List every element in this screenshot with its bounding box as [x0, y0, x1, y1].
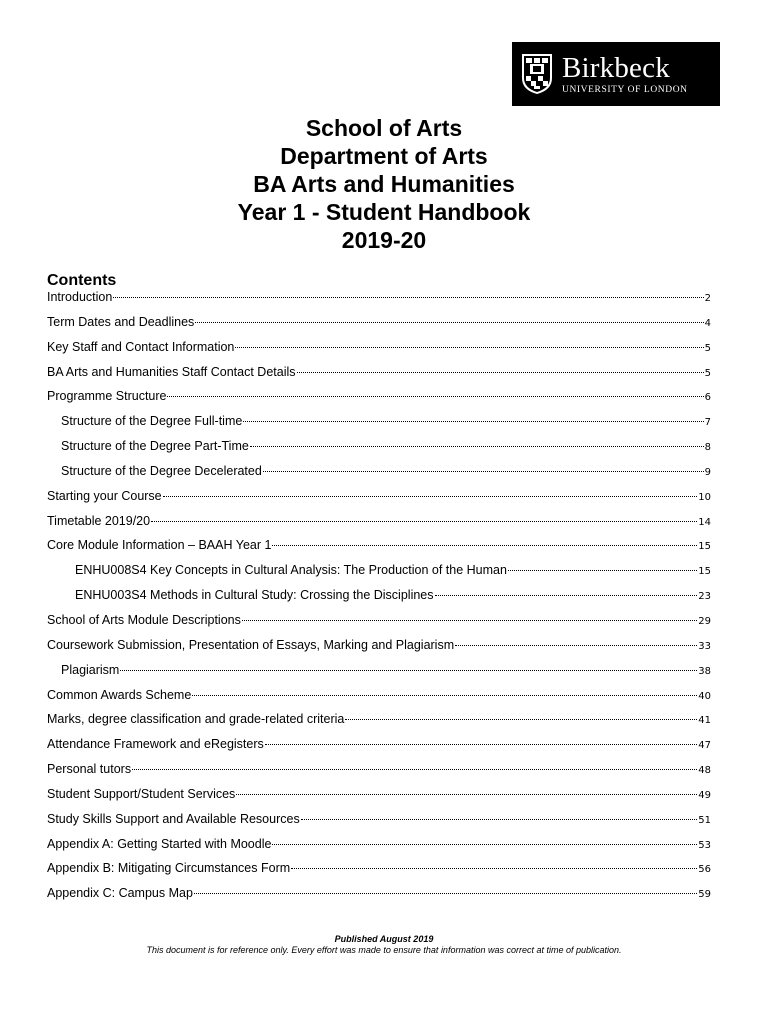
toc-page: 14 [698, 516, 711, 528]
toc-page: 56 [698, 864, 711, 876]
toc-page: 9 [704, 466, 711, 478]
toc-item-introduction[interactable] [47, 290, 711, 315]
toc-item-student-support[interactable] [47, 787, 711, 812]
toc-item-study-skills[interactable] [47, 812, 711, 837]
toc-leader [291, 867, 697, 869]
toc-item-common-awards[interactable] [47, 688, 711, 713]
title-school: School of Arts [305, 115, 463, 141]
toc-page: 33 [698, 640, 711, 652]
crest-icon [520, 52, 554, 96]
toc-page: 40 [698, 690, 711, 702]
toc-leader [250, 445, 704, 447]
toc-page: 49 [698, 789, 711, 801]
toc-leader [236, 793, 697, 795]
toc-item-module-descriptions[interactable] [47, 613, 711, 638]
toc-page: 10 [698, 491, 711, 503]
toc-leader [301, 818, 698, 820]
toc-label: Appendix C: Campus Map [47, 886, 193, 901]
toc-item-plagiarism[interactable] [47, 663, 711, 688]
toc-label: ENHU008S4 Key Concepts in Cultural Analysis: The Production of the Human [75, 563, 507, 578]
toc-leader [345, 718, 697, 720]
toc-page: 53 [698, 839, 711, 851]
toc-item-coursework[interactable] [47, 638, 711, 663]
toc-item-key-staff[interactable] [47, 340, 711, 365]
toc-leader [272, 843, 697, 845]
toc-item-staff-contact[interactable] [47, 365, 711, 390]
toc-label: School of Arts Module Descriptions [47, 612, 241, 627]
toc-item-appendix-a[interactable] [47, 837, 711, 862]
toc-item-starting-course[interactable] [47, 489, 711, 514]
footer-disclaimer: This document is for reference only. Every effort was made to ensure that information was correct at time of publication. [146, 945, 622, 955]
toc-label: Common Awards Scheme [47, 687, 192, 702]
toc-label: Structure of the Degree Decelerated [61, 463, 262, 478]
toc-item-core-module[interactable] [47, 538, 711, 563]
footer [0, 934, 768, 956]
toc-label: BA Arts and Humanities Staff Contact Details [47, 364, 296, 379]
toc-leader [113, 296, 703, 298]
toc-label: Student Support/Student Services [47, 786, 236, 801]
toc-leader [132, 768, 697, 770]
toc-leader [272, 544, 697, 546]
contents-heading: Contents [47, 272, 117, 289]
toc-item-marks[interactable] [47, 712, 711, 737]
toc-leader [192, 694, 697, 696]
title-programme: BA Arts and Humanities [253, 171, 515, 197]
toc-page: 5 [704, 367, 711, 379]
toc-page: 4 [704, 317, 711, 329]
toc-leader [455, 644, 697, 646]
toc-leader [243, 420, 703, 422]
toc-page: 29 [698, 615, 711, 627]
title-year: 2019-20 [341, 227, 427, 253]
toc-label: Marks, degree classification and grade-related criteria [47, 712, 345, 727]
toc-page: 48 [698, 765, 711, 777]
toc-leader [435, 594, 698, 596]
title-department: Department of Arts [280, 143, 488, 169]
toc-page: 59 [698, 889, 711, 901]
toc-label: Structure of the Degree Part-Time [61, 439, 249, 454]
toc-page: 38 [698, 665, 711, 677]
toc-label: Programme Structure [47, 389, 167, 404]
toc-item-personal-tutors[interactable] [47, 762, 711, 787]
toc-page: 15 [698, 566, 711, 578]
toc-leader [151, 520, 697, 522]
toc-page: 2 [704, 293, 711, 304]
toc-label: Attendance Framework and eRegisters [47, 737, 264, 752]
toc-label: Term Dates and Deadlines [47, 314, 195, 329]
title-handbook: Year 1 - Student Handbook [237, 199, 531, 225]
toc-label: Coursework Submission, Presentation of Essays, Marking and Plagiarism [47, 637, 455, 652]
toc-page: 23 [698, 591, 711, 603]
toc-leader [163, 495, 698, 497]
toc-label: Appendix B: Mitigating Circumstances Form [47, 861, 291, 876]
toc-item-term-dates[interactable] [47, 315, 711, 340]
toc-page: 41 [698, 715, 711, 727]
toc-item-enhu008s4[interactable] [47, 563, 711, 588]
toc-item-attendance[interactable] [47, 737, 711, 762]
toc-leader [263, 470, 704, 472]
toc-item-programme-structure[interactable] [47, 389, 711, 414]
toc-label: Structure of the Degree Full-time [61, 414, 243, 429]
logo-name: Birkbeck [562, 51, 670, 84]
toc-leader [195, 321, 703, 323]
toc-leader [194, 892, 697, 894]
footer-published: Published August 2019 [334, 934, 434, 944]
toc-item-appendix-b[interactable] [47, 861, 711, 886]
logo-subtitle: UNIVERSITY OF LONDON [562, 84, 688, 95]
toc-leader [508, 569, 697, 571]
toc-label: Key Staff and Contact Information [47, 339, 235, 354]
toc-item-appendix-c[interactable] [47, 886, 711, 911]
toc-label: Personal tutors [47, 762, 132, 777]
toc-page: 5 [704, 342, 711, 354]
toc-label: Starting your Course [47, 488, 162, 503]
toc-label: Core Module Information – BAAH Year 1 [47, 538, 272, 553]
toc-item-full-time[interactable] [47, 414, 711, 439]
toc-page: 47 [698, 740, 711, 752]
toc-page: 7 [704, 417, 711, 429]
toc-page: 6 [704, 392, 711, 404]
toc-page: 51 [698, 814, 711, 826]
toc-label: Appendix A: Getting Started with Moodle [47, 836, 272, 851]
toc-leader [297, 371, 704, 373]
toc-leader [265, 743, 697, 745]
toc-page: 8 [704, 442, 711, 454]
toc-leader [235, 346, 703, 348]
toc-item-decelerated[interactable] [47, 464, 711, 489]
toc-label: Introduction [47, 290, 113, 304]
toc-leader [167, 395, 703, 397]
toc-item-timetable[interactable] [47, 514, 711, 539]
toc-label: Plagiarism [61, 662, 120, 677]
toc-item-part-time[interactable] [47, 439, 711, 464]
table-of-contents [47, 290, 711, 911]
toc-label: Study Skills Support and Available Resources [47, 811, 300, 826]
toc-label: ENHU003S4 Methods in Cultural Study: Crossing the Disciplines [75, 588, 434, 603]
birkbeck-logo [512, 42, 720, 106]
toc-leader [120, 669, 697, 671]
toc-leader [242, 619, 697, 621]
toc-item-enhu003s4[interactable] [47, 588, 711, 613]
document-title [0, 114, 768, 254]
toc-page: 15 [698, 541, 711, 553]
toc-label: Timetable 2019/20 [47, 513, 151, 528]
